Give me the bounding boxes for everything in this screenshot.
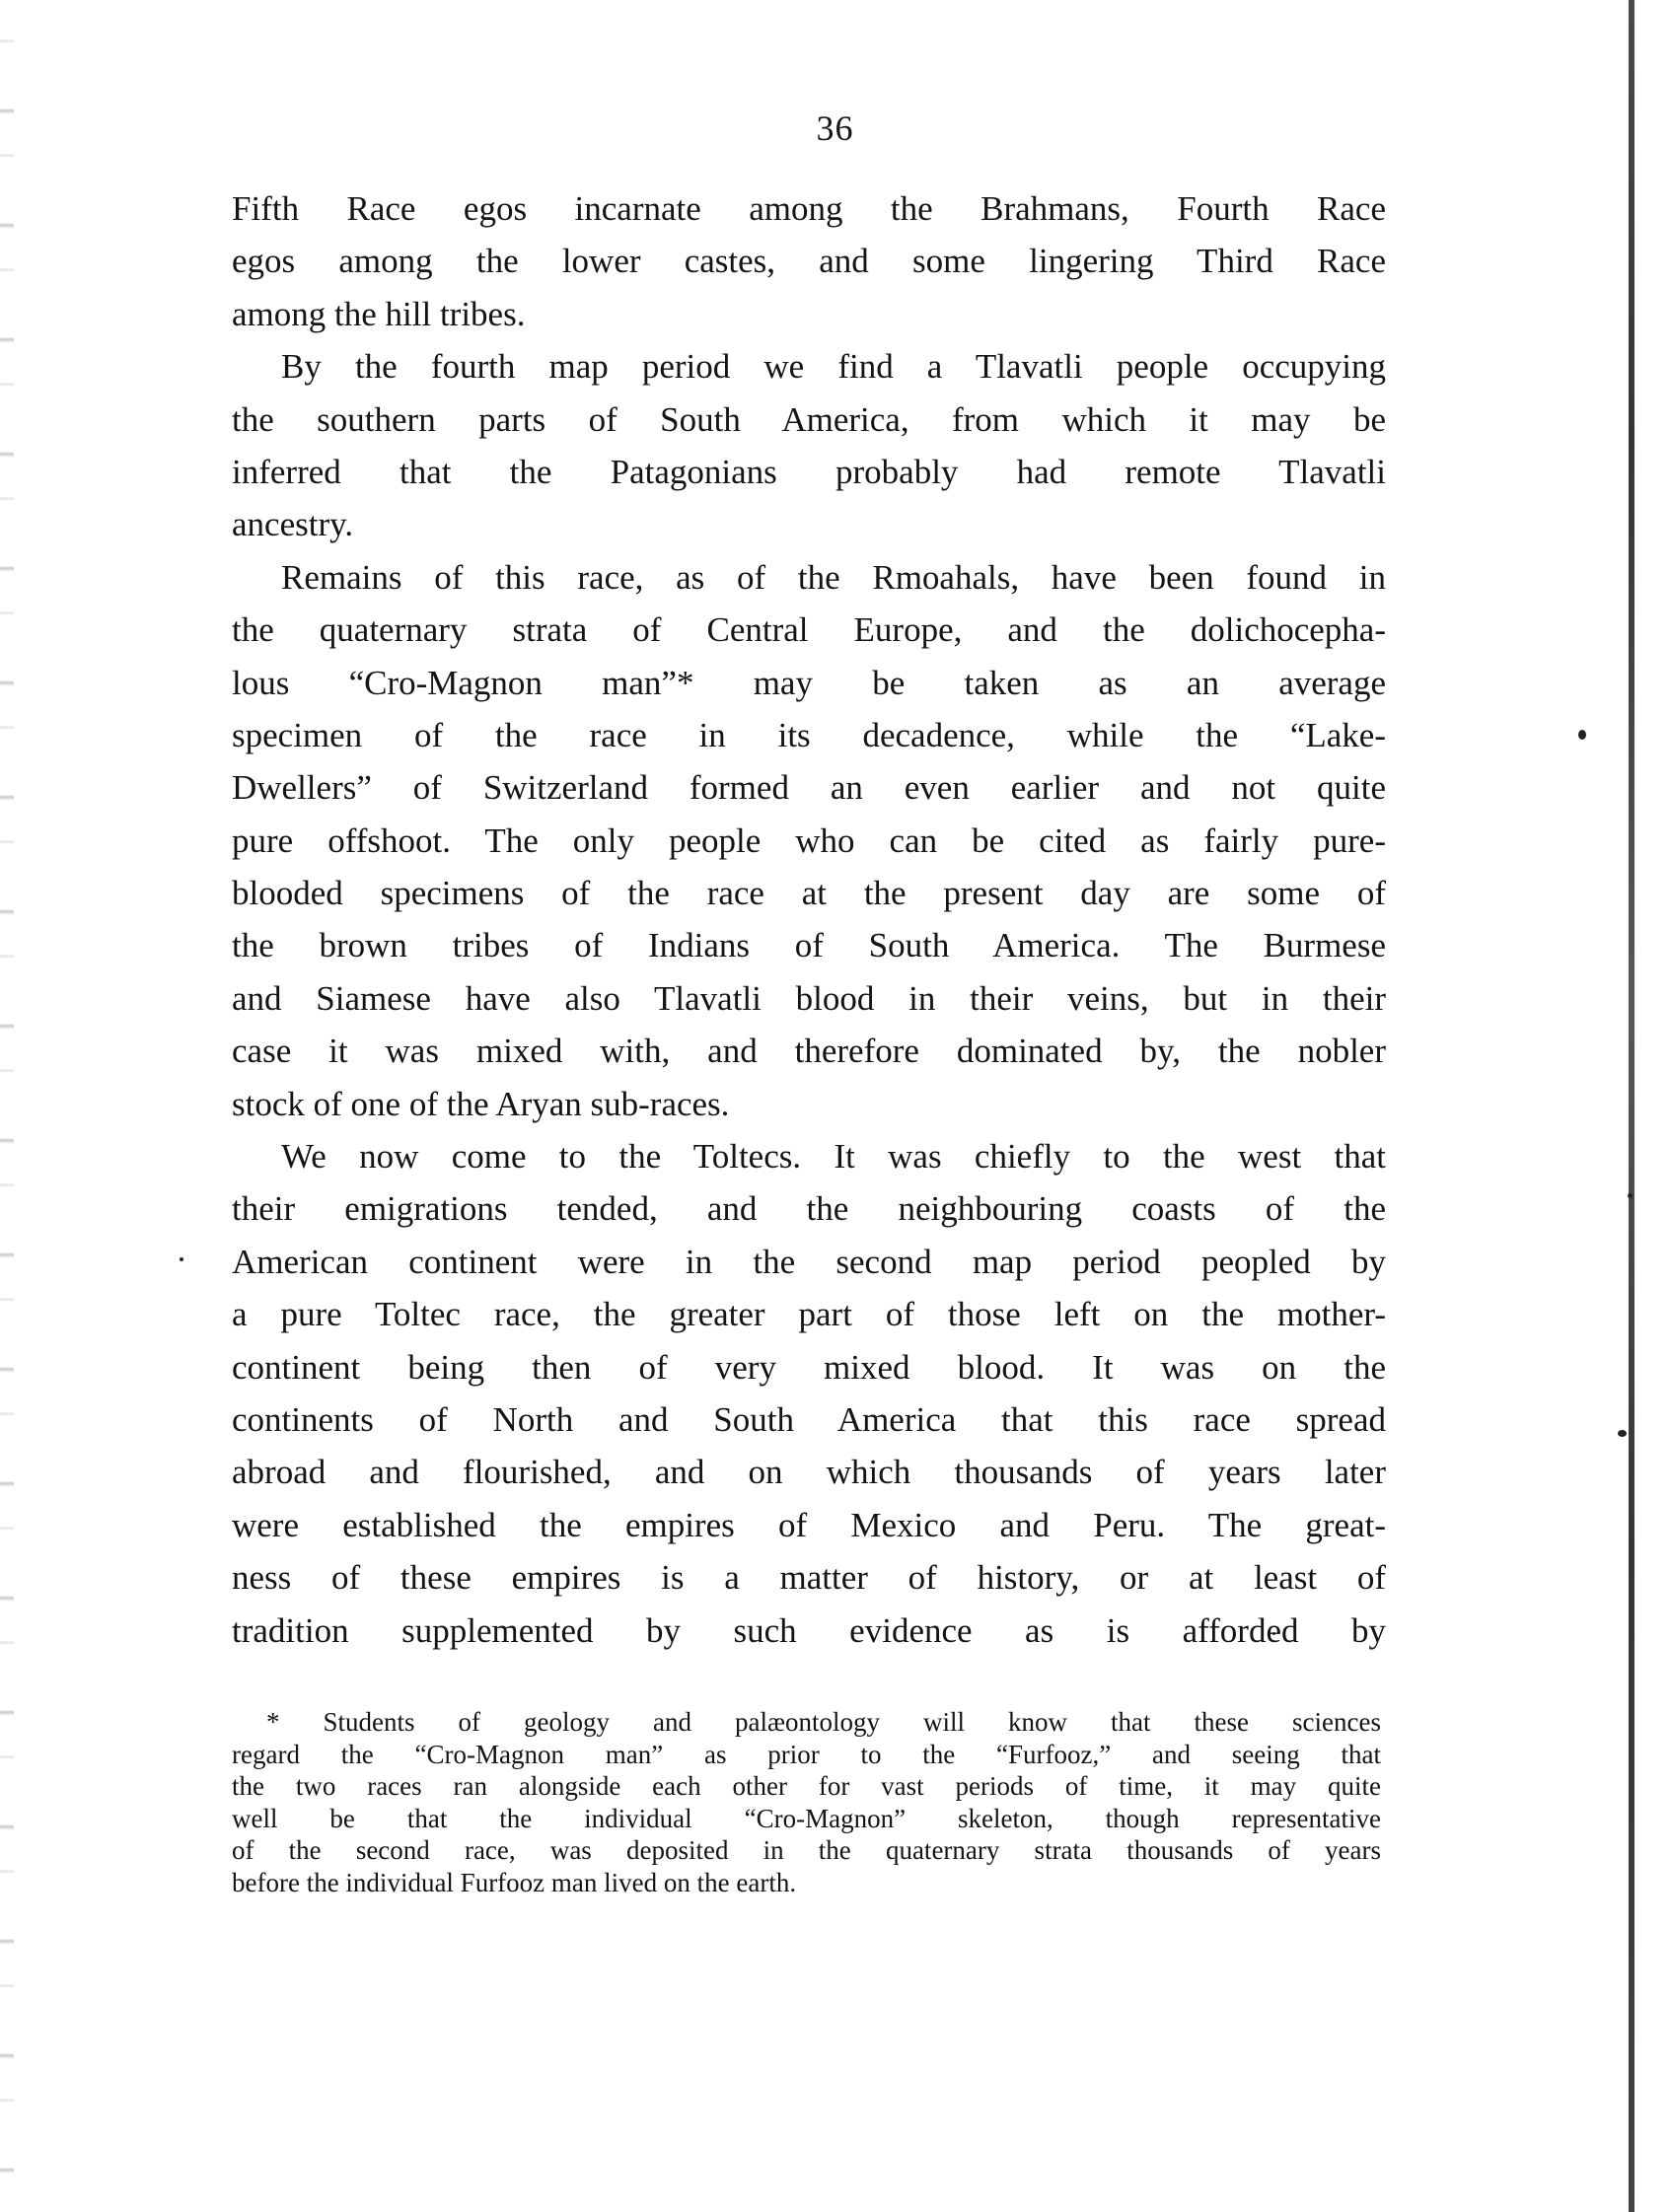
text-line: among the hill tribes. xyxy=(232,294,526,333)
text-line: pure offshoot. The only people who can be cited as fairly pure- xyxy=(232,821,1386,860)
footnote-line: regard the “Cro-Magnon man” as prior to the “Furfooz,” and seeing that xyxy=(232,1739,1381,1769)
text-line: continent being then of very mixed blood. It was on the xyxy=(232,1347,1386,1387)
body-text xyxy=(232,182,1386,1657)
scan-speck xyxy=(180,1257,183,1261)
scan-speck xyxy=(1618,1430,1627,1437)
text-line: inferred that the Patagonians probably had remote Tlavatli xyxy=(232,452,1386,491)
footnote-line: well be that the individual “Cro-Magnon” skeleton, though representative xyxy=(232,1803,1381,1833)
text-line: stock of one of the Aryan sub-races. xyxy=(232,1084,730,1123)
text-line: continents of North and South America that this race spread xyxy=(232,1399,1386,1439)
footnote xyxy=(232,1706,1381,1898)
scan-left-edge xyxy=(0,0,14,2212)
text-line: specimen of the race in its decadence, while the “Lake- xyxy=(232,715,1386,754)
text-line: By the fourth map period we find a Tlavatli people occupying xyxy=(281,347,1386,387)
footnote-line: before the individual Furfooz man lived on the earth. xyxy=(232,1867,797,1897)
text-line: and Siamese have also Tlavatli blood in their veins, but in their xyxy=(232,978,1386,1018)
text-line: ness of these empires is a matter of history, or at least of xyxy=(232,1558,1386,1598)
text-line: were established the empires of Mexico and Peru. The great- xyxy=(232,1505,1386,1544)
text-line: American continent were in the second map period peopled by xyxy=(232,1242,1386,1281)
text-line: Dwellers” of Switzerland formed an even earlier and not quite xyxy=(232,768,1386,808)
text-line: their emigrations tended, and the neighbouring coasts of the xyxy=(232,1189,1386,1229)
text-line: the quaternary strata of Central Europe, and the dolichocepha- xyxy=(232,610,1386,650)
text-line: egos among the lower castes, and some lingering Third Race xyxy=(232,242,1386,281)
footnote-line: of the second race, was deposited in the quaternary strata thousands of years xyxy=(232,1835,1381,1865)
text-line: tradition supplemented by such evidence as is afforded by xyxy=(232,1610,1386,1650)
footnote-line: the two races ran alongside each other for vast periods of time, it may quite xyxy=(232,1771,1381,1801)
scan-speck xyxy=(1578,730,1586,740)
text-line: blooded specimens of the race at the present day are some of xyxy=(232,874,1386,913)
text-line: Remains of this race, as of the Rmoahals, have been found in xyxy=(281,557,1386,597)
scan-speck xyxy=(1628,1193,1633,1198)
text-line: a pure Toltec race, the greater part of those left on the mother- xyxy=(232,1295,1386,1334)
text-line: Fifth Race egos incarnate among the Brahmans, Fourth Race xyxy=(232,189,1386,228)
page-number: 36 xyxy=(816,108,854,148)
text-line: the brown tribes of Indians of South America. The Burmese xyxy=(232,926,1386,965)
text-line: We now come to the Toltecs. It was chiefly to the west that xyxy=(281,1137,1386,1177)
text-line: case it was mixed with, and therefore dominated by, the nobler xyxy=(232,1032,1386,1071)
text-line: ancestry. xyxy=(232,505,354,544)
text-line: abroad and flourished, and on which thousands of years later xyxy=(232,1453,1386,1492)
footnote-line: * Students of geology and palæontology will know that these sciences xyxy=(266,1707,1381,1737)
scan-right-edge xyxy=(1629,0,1634,2212)
text-line: lous “Cro-Magnon man”* may be taken as an average xyxy=(232,663,1386,702)
text-line: the southern parts of South America, from which it may be xyxy=(232,399,1386,439)
